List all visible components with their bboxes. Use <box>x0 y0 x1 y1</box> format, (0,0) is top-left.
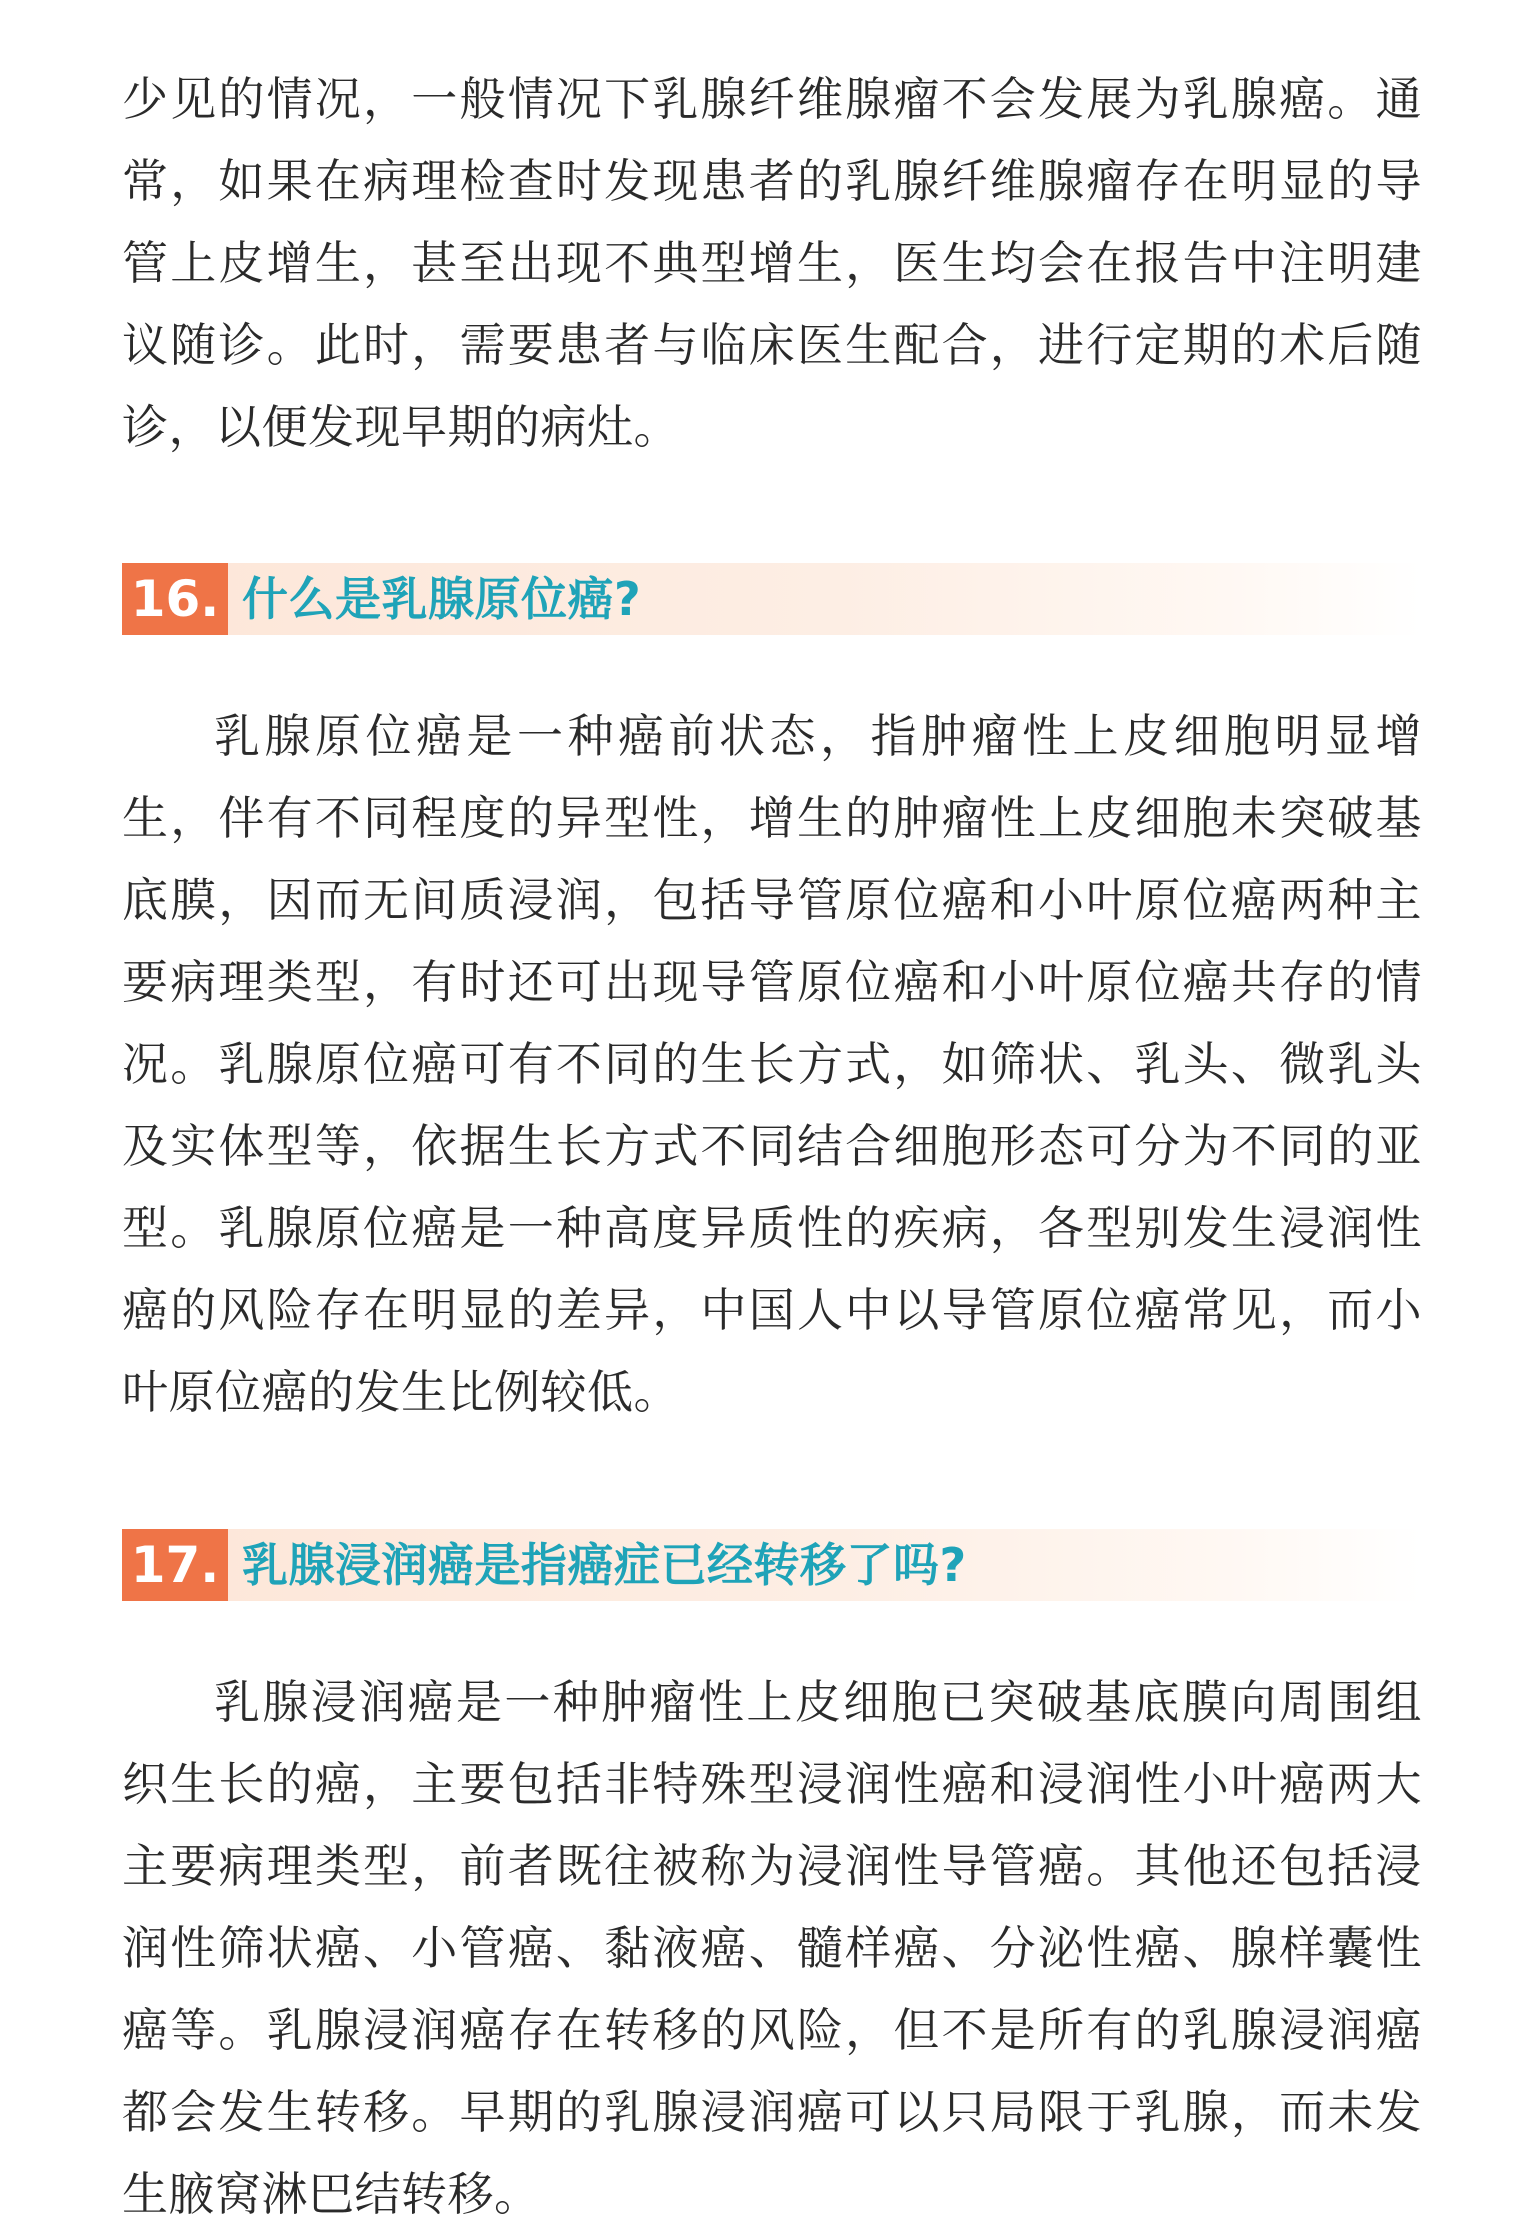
spacer <box>122 635 1422 695</box>
spacer <box>122 1433 1422 1529</box>
intro-paragraph: 少见的情况，一般情况下乳腺纤维腺瘤不会发展为乳腺癌。通常，如果在病理检查时发现患者的乳腺纤维腺瘤存在明显的导管上皮增生，甚至出现不典型增生，医生均会在报告中注明建议随诊。此时，需要患者与临床医生配合，进行定期的术后随诊，以便发现早期的病灶。 <box>122 72 1422 454</box>
section-16-body: 乳腺原位癌是一种癌前状态，指肿瘤性上皮细胞明显增生，伴有不同程度的异型性，增生的肿瘤性上皮细胞未突破基底膜，因而无间质浸润，包括导管原位癌和小叶原位癌两种主要病理类型，有时还可出现导管原位癌和小叶原位癌共存的情况。乳腺原位癌可有不同的生长方式，如筛状、乳头、微乳头及实体型等，依据生长方式不同结合细胞形态可分为不同的亚型。乳腺原位癌是一种高度异质性的疾病，各型别发生浸润性癌的风险存在明显的差异，中国人中以导管原位癌常见，而小叶原位癌的发生比例较低。 <box>122 709 1422 1419</box>
document-page <box>122 58 1422 2235</box>
section-16-number: 16. <box>122 563 228 635</box>
section-16-title: 什么是乳腺原位癌? <box>242 572 642 626</box>
spacer <box>122 468 1422 563</box>
section-16-heading <box>122 563 1422 635</box>
spacer <box>122 1601 1422 1661</box>
section-17-heading <box>122 1529 1422 1601</box>
section-17-title: 乳腺浸润癌是指癌症已经转移了吗? <box>242 1538 967 1592</box>
section-17-body: 乳腺浸润癌是一种肿瘤性上皮细胞已突破基底膜向周围组织生长的癌，主要包括非特殊型浸润性癌和浸润性小叶癌两大主要病理类型，前者既往被称为浸润性导管癌。其他还包括浸润性筛状癌、小管癌、黏液癌、髓样癌、分泌性癌、腺样囊性癌等。乳腺浸润癌存在转移的风险，但不是所有的乳腺浸润癌都会发生转移。早期的乳腺浸润癌可以只局限于乳腺，而未发生腋窝淋巴结转移。 <box>122 1675 1422 2221</box>
section-17-number: 17. <box>122 1529 228 1601</box>
